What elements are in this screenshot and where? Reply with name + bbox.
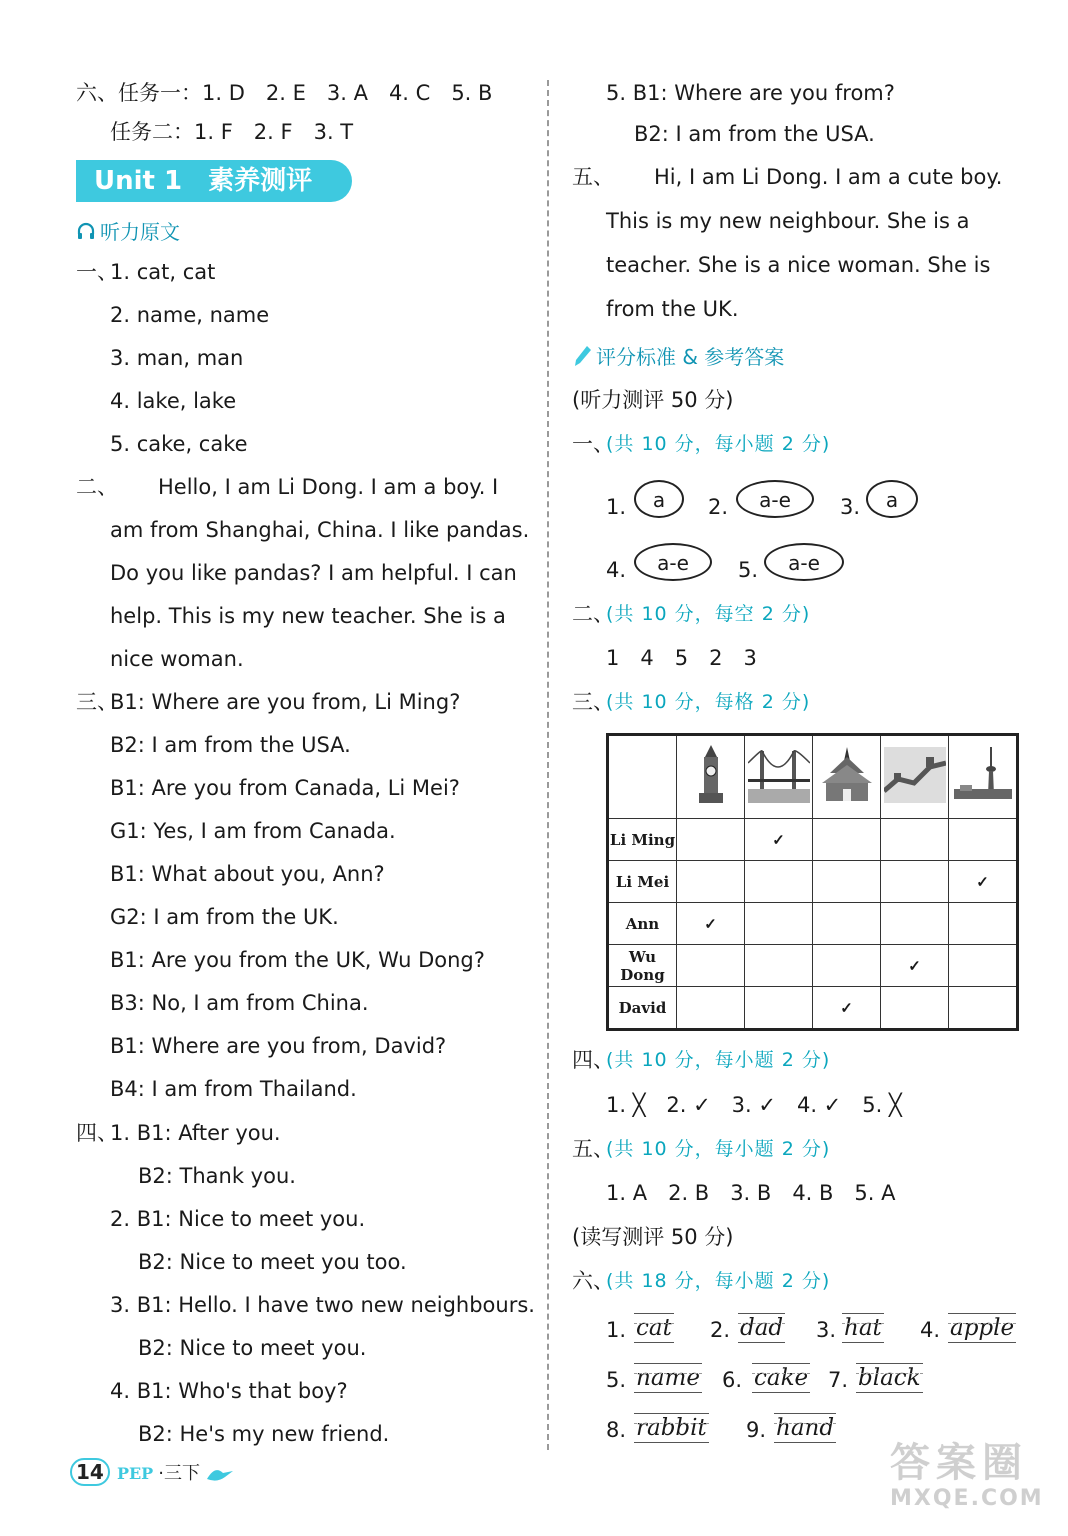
q6-rubric: (共 18 分，每小题 2 分) [606,1270,831,1292]
grid-cell: ✓ [881,945,949,987]
row-name: David [608,987,677,1030]
thai-temple-icon [813,735,881,819]
dialogue-line: B4: I am from Thailand. [110,1077,357,1101]
handwritten-answer: cat [636,1315,672,1341]
q6-num: 6. [722,1368,743,1392]
dialogue-line: G2: I am from the UK. [110,905,339,929]
circled-answer: a-e [764,543,844,581]
row-name: Li Mei [608,861,677,903]
circled-answer: a [866,480,918,518]
table-row [608,945,1018,987]
row-name: Wu Dong [608,945,677,987]
dialogue-line: B1: Where are you from, Li Ming? [110,690,461,714]
q4-answer: 1. ╳ 2. ✓ 3. ✓ 4. ✓ 5. ╳ [606,1093,902,1117]
answers-heading [574,341,784,372]
dialogue-line: 3. B1: Hello. I have two new neighbours. [110,1293,535,1317]
column-divider [547,80,549,1450]
passage-line: help. This is my new teacher. She is a [110,604,506,628]
dialogue-line: B2: I am from the USA. [110,733,351,757]
q6-num: 8. [606,1418,627,1442]
passage-line: am from Shanghai, China. I like pandas. [110,518,530,542]
q6-num: 1. [606,1318,627,1342]
section-5-label: 五、 [572,165,614,189]
q2-label: 二、 [572,602,614,626]
grid-cell [745,861,813,903]
grid-cell [881,819,949,861]
row-name: Li Ming [608,819,677,861]
grid-cell: ✓ [813,987,881,1030]
handwritten-answer: black [858,1365,921,1391]
dialogue-line: B1: Are you from Canada, Li Mei? [110,776,460,800]
bird-icon [205,1463,235,1487]
q4-label: 四、 [572,1048,614,1072]
passage-line: Do you like pandas? I am helpful. I can [110,561,517,585]
section-2-label: 二、 [76,475,118,499]
dialogue-line: B3: No, I am from China. [110,991,369,1015]
handwritten-answer: hand [776,1415,835,1441]
list-item: 4. lake, lake [110,389,237,413]
task-answers-line2: 任务二：1. F 2. F 3. T [110,120,354,144]
list-item: 2. name, name [110,303,270,327]
handwritten-answer: dad [740,1315,784,1341]
watermark-line1: 答案圈 [890,1440,1028,1486]
page-number: 14 [70,1458,110,1486]
grid-cell [949,987,1018,1030]
grid-cell [949,903,1018,945]
section-4-label: 四、 [76,1121,118,1145]
answers-heading-text: 评分标准 & 参考答案 [596,345,785,369]
q1-num: 3. [840,495,861,519]
handwritten-answer: cake [754,1365,809,1391]
great-wall-icon [881,735,949,819]
grid-cell [881,861,949,903]
grid-cell [881,903,949,945]
page-footer [70,1458,235,1487]
dialogue-line: 1. B1: After you. [110,1121,281,1145]
handwritten-answer: rabbit [636,1415,707,1441]
q1-num: 4. [606,558,627,582]
passage-line: teacher. She is a nice woman. She is [606,253,991,277]
passage-line: Hello, I am Li Dong. I am a boy. I [158,475,499,499]
q6-num: 3. [816,1318,837,1342]
grid-cell [813,945,881,987]
q6-num: 9. [746,1418,767,1442]
q1-rubric: (共 10 分，每小题 2 分) [606,433,831,455]
circled-answer: a [634,480,684,518]
table-row [608,819,1018,861]
grid-cell [745,987,813,1030]
grid-cell [813,819,881,861]
grid-cell [813,903,881,945]
dialogue-line: B2: Thank you. [138,1164,296,1188]
listening-heading [76,216,180,246]
passage-line: nice woman. [110,647,244,671]
big-ben-icon [677,735,745,819]
dialogue-line: B1: Are you from the UK, Wu Dong? [110,948,485,972]
q2-answer: 1 4 5 2 3 [606,646,757,670]
handwritten-answer: hat [844,1315,882,1341]
grade-label: ·三下 [158,1463,201,1484]
series-label: PEP [116,1464,154,1483]
dialogue-line: B2: Nice to meet you. [138,1336,367,1360]
q6-num: 5. [606,1368,627,1392]
passage-line: Hi, I am Li Dong. I am a cute boy. [654,165,1003,189]
passage-line: from the UK. [606,297,739,321]
section-1-label: 一、 [76,260,118,284]
watermark [890,1440,1044,1512]
q5-rubric: (共 10 分，每小题 2 分) [606,1138,831,1160]
grid-cell: ✓ [677,903,745,945]
circled-answer: a-e [736,480,814,518]
task-answers-line1: 六、任务一：1. D 2. E 3. A 4. C 5. B [76,81,493,105]
q3-label: 三、 [572,690,614,714]
table-row [608,861,1018,903]
headphones-icon [76,221,96,246]
grid-cell [881,987,949,1030]
table-row [608,987,1018,1030]
q6-num: 4. [920,1318,941,1342]
q4-rubric: (共 10 分，每小题 2 分) [606,1049,831,1071]
list-item: 5. cake, cake [110,432,248,456]
q1-num: 1. [606,495,627,519]
grid-cell [949,819,1018,861]
grid-cell [745,903,813,945]
grid-cell [813,861,881,903]
section-3-label: 三、 [76,690,118,714]
grid-cell [677,819,745,861]
passage-line: This is my new neighbour. She is a [606,209,970,233]
grid-cell [677,987,745,1030]
dialogue-line: B2: Nice to meet you too. [138,1250,407,1274]
handwritten-answer: apple [950,1315,1015,1341]
q3-rubric: (共 10 分，每格 2 分) [606,691,811,713]
watermark-line2: MXQE.COM [890,1486,1044,1511]
grid-cell [949,945,1018,987]
q2-rubric: (共 10 分，每空 2 分) [606,603,811,625]
q5-answer: 1. A 2. B 3. B 4. B 5. A [606,1181,896,1205]
q1-num: 2. [708,495,729,519]
list-item: 1. cat, cat [110,260,216,284]
reading-score: (读写测评 50 分) [572,1225,734,1249]
q6-label: 六、 [572,1269,614,1293]
pencil-icon [574,345,592,372]
circled-answer: a-e [634,543,712,581]
dialogue-line: G1: Yes, I am from Canada. [110,819,396,843]
grid-cell [677,945,745,987]
grid-cell: ✓ [745,819,813,861]
q5-label: 五、 [572,1137,614,1161]
dialogue-line: 5. B1: Where are you from? [606,81,895,105]
q1-num: 5. [738,558,759,582]
dialogue-line: B2: He's my new friend. [138,1422,390,1446]
list-item: 3. man, man [110,346,244,370]
handwritten-answer: name [636,1365,700,1391]
dialogue-line: B1: Where are you from, David? [110,1034,447,1058]
dialogue-line: B1: What about you, Ann? [110,862,385,886]
dialogue-line: 4. B1: Who's that boy? [110,1379,348,1403]
q1-label: 一、 [572,432,614,456]
dialogue-line: 2. B1: Nice to meet you. [110,1207,366,1231]
cn-tower-icon [949,735,1018,819]
listening-heading-text: 听力原文 [100,220,180,244]
q6-num: 2. [710,1318,731,1342]
matching-grid [606,733,1019,1031]
listening-score: (听力测评 50 分) [572,388,734,412]
grid-cell [677,861,745,903]
unit-banner: Unit 1 素养测评 [76,160,352,202]
table-row [608,903,1018,945]
q6-num: 7. [828,1368,849,1392]
dialogue-line: B2: I am from the USA. [634,122,875,146]
row-name: Ann [608,903,677,945]
grid-cell [745,945,813,987]
golden-gate-bridge-icon [745,735,813,819]
grid-corner [608,735,677,819]
grid-cell: ✓ [949,861,1018,903]
